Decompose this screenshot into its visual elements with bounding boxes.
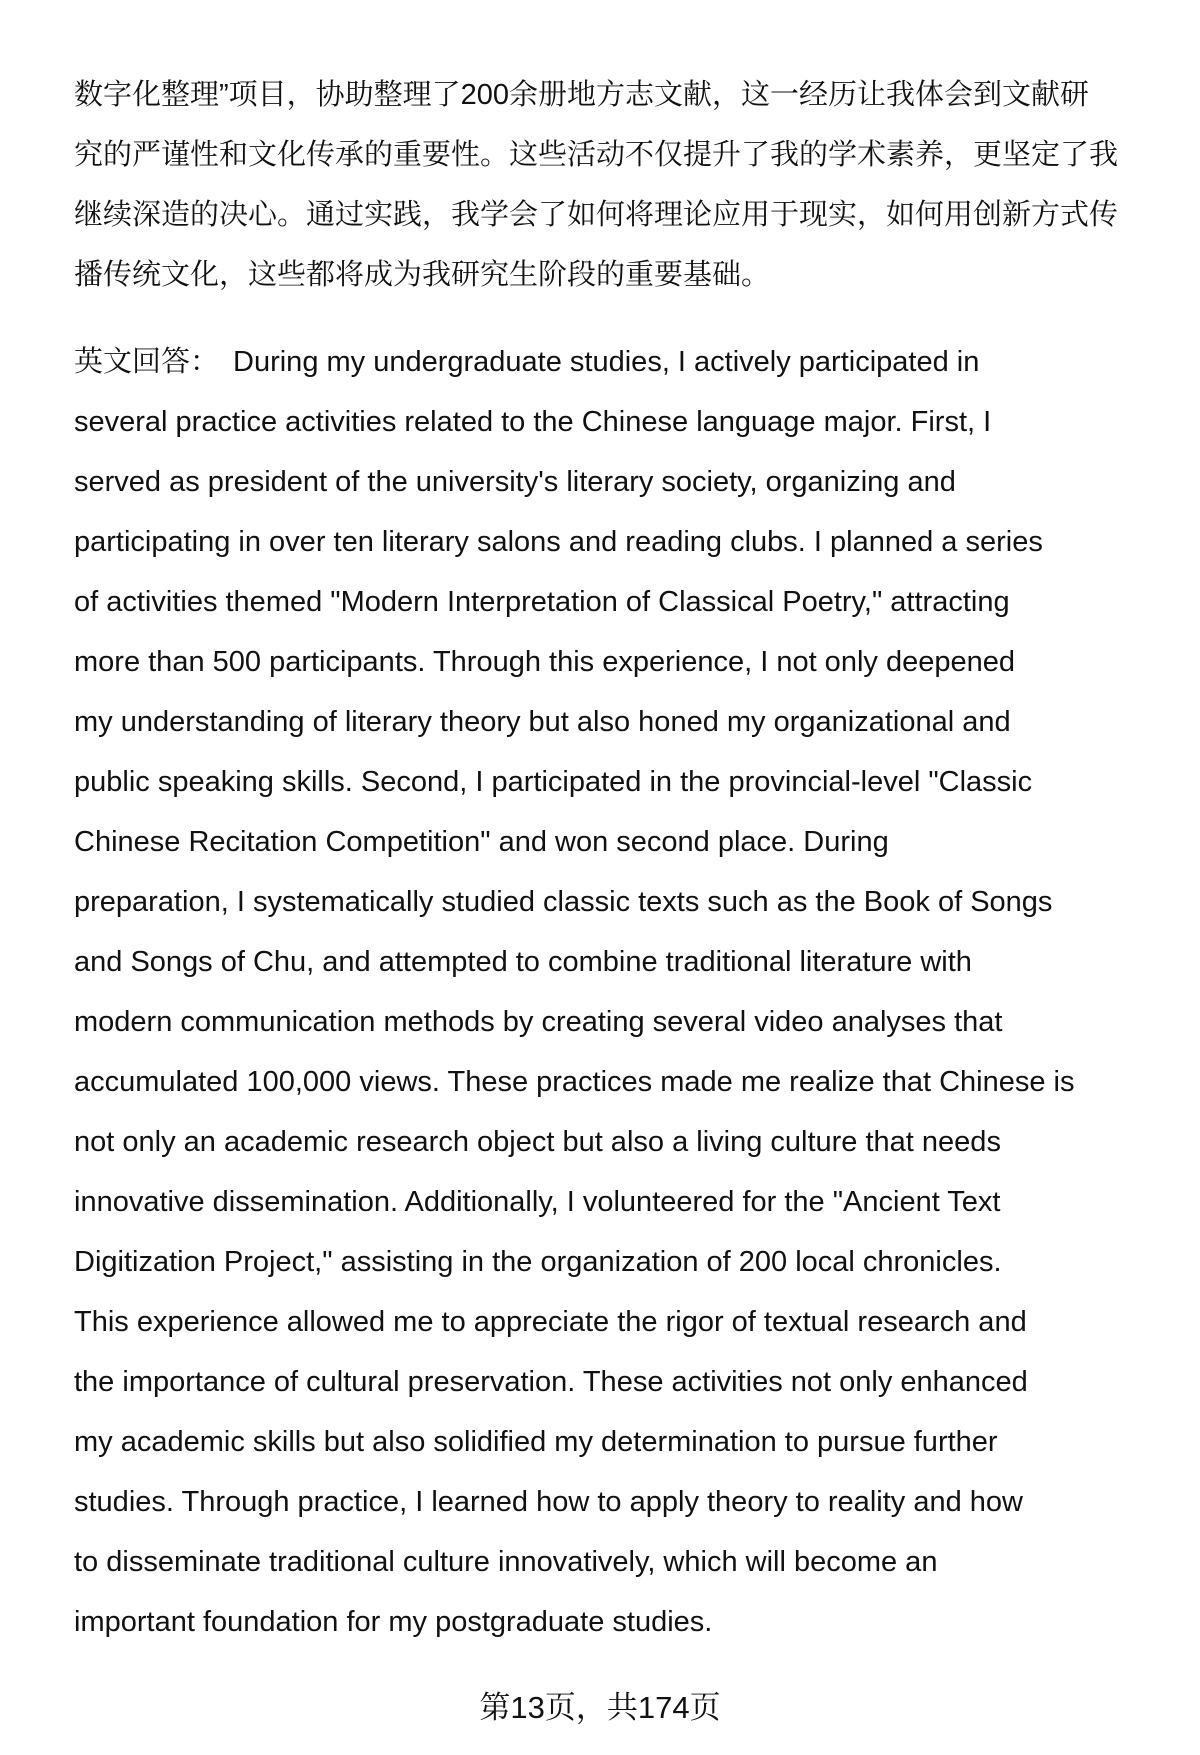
english-line-text: more than 500 participants. Through this experience, I not only deepened [74,646,1015,678]
english-line-text: to disseminate traditional culture innovatively, which will become an [74,1546,938,1578]
english-line-text: Chinese Recitation Competition" and won second place. During [74,826,889,858]
english-text-line [74,344,979,380]
english-answer-label: 英文回答： [74,346,220,378]
english-text-line [74,1064,1075,1100]
english-line-text: modern communication methods by creating several video analyses that [74,1006,1003,1038]
english-text-line [74,1484,1023,1520]
english-text-line [74,404,991,440]
english-text-line [74,824,889,860]
english-text-line [74,644,1015,680]
english-line-text: my understanding of literary theory but also honed my organizational and [74,706,1011,738]
english-line-text: participating in over ten literary salons and reading clubs. I planned a series [74,526,1043,558]
english-line-text: important foundation for my postgraduate studies. [74,1606,713,1638]
english-text-line [74,1544,937,1580]
english-line-text: This experience allowed me to appreciate the rigor of textual research and [74,1306,1027,1338]
english-line-text: innovative dissemination. Additionally, I volunteered for the "Ancient Text [74,1186,1001,1218]
english-text-line [74,1004,1002,1040]
english-text-line [74,464,956,500]
english-line-text: served as president of the university's literary society, organizing and [74,466,956,498]
english-text-line [74,1124,1001,1160]
english-line-text: several practice activities related to the Chinese language major. First, I [74,406,992,438]
english-line-text: public speaking skills. Second, I participated in the provincial-level "Classic [74,766,1033,798]
english-line-text: not only an academic research object but also a living culture that needs [74,1126,1001,1158]
english-line-text: preparation, I systematically studied classic texts such as the Book of Songs [74,886,1053,918]
chinese-text-line: 究的严谨性和文化传承的重要性。这些活动不仅提升了我的学术素养，更坚定了我 [74,139,1119,171]
chinese-text-line: 播传统文化，这些都将成为我研究生阶段的重要基础。 [74,259,771,291]
english-text-line [74,1604,712,1640]
english-line-text: and Songs of Chu, and attempted to combine traditional literature with [74,946,972,978]
chinese-text-line: 数字化整理”项目，协助整理了200余册地方志文献，这一经历让我体会到文献研 [74,79,1090,111]
english-text-line [74,704,1011,740]
english-text-line [74,944,972,980]
english-text-line [74,1424,998,1460]
english-text-line [74,1184,1001,1220]
page-number: 第13页，共174页 [479,1690,721,1725]
english-line-text: the importance of cultural preservation. These activities not only enhanced [74,1366,1028,1398]
english-text-line [74,524,1043,560]
english-text-line [74,1364,1028,1400]
english-line-text: my academic skills but also solidified my determination to pursue further [74,1426,998,1458]
english-line-text: accumulated 100,000 views. These practices made me realize that Chinese is [74,1066,1075,1098]
english-text-line [74,764,1032,800]
english-text-line [74,584,1010,620]
english-line-text: Digitization Project," assisting in the organization of 200 local chronicles. [74,1246,1002,1278]
english-line-text: During my undergraduate studies, I actively participated in [233,346,980,378]
english-text-line [74,1244,1002,1280]
english-text-line [74,1304,1027,1340]
english-line-text: of activities themed "Modern Interpretation of Classical Poetry," attracting [74,586,1010,618]
english-text-line [74,884,1052,920]
english-line-text: studies. Through practice, I learned how to apply theory to reality and how [74,1486,1023,1518]
chinese-text-line: 继续深造的决心。通过实践，我学会了如何将理论应用于现实，如何用创新方式传 [74,199,1119,231]
